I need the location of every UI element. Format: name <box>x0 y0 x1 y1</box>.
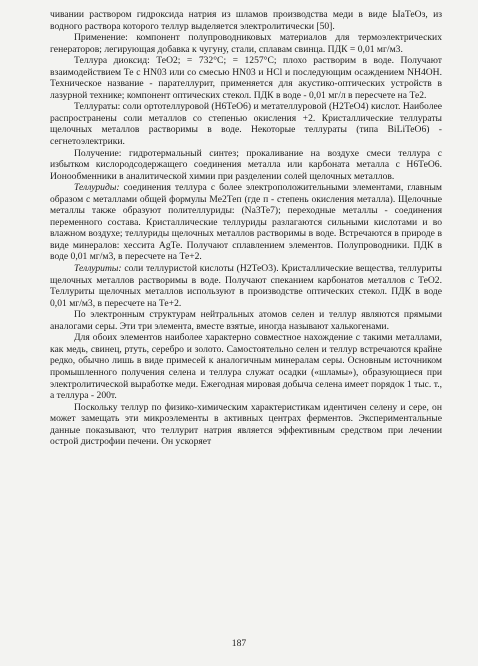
paragraph-tellurates: Теллураты: соли ортотеллуровой (Н6ТеО6) и метателлуровой (Н2ТеО4) кислот. Наиболее распространены соли металлов со степенью окисления +2. Кристаллические теллураты щелочных металлов растворимы в воде. Некоторые теллураты (типа BiLiTeO6) - сегнетоэлектрики. <box>50 101 442 148</box>
page-number: 187 <box>231 638 247 649</box>
paragraph-preparation: Получение: гидротермальный синтез; прокаливание на воздухе смеси теллура с избытком кислородсодержащего соединения металла или карбоната металла с Н6ТеО6. Ионообменники в аналитической химии при разделении солей щелочных металлов. <box>50 147 442 182</box>
body-text <box>50 9 442 448</box>
paragraph-continuation: чивании раствором гидроксида натрия из шламов производства меди в виде ЫаТеОз, из водного раствора которого теллур выделяется электролитически [50]. <box>50 9 442 32</box>
term-tellurides: Теллуриды: <box>74 182 120 194</box>
tellurites-text: соли теллуристой кислоты (Н2ТеО3). Кристаллические вещества, теллуриты щелочных металлов растворимы в воде. Получают спеканием карбонатов металлов с ТеО2. Теллуриты щелочных металлов используют в производстве оптических стекол. ПДК в воде 0,01 мг/м3, в пересчете на Те+2. <box>50 263 442 309</box>
paragraph-tellurium-dioxide: Теллура диоксид: ТеО2; = 732°С; = 1257°С; плохо растворим в воде. Получают взаимодействием Те с HN03 или со смесью HN03 и HCl и последующим осаждением NH4OH. Техническое название - парателлурит, применяется для акустико-оптических устройств в лазурной технике; компонент оптических стекол. ПДК в воде - 0,01 мг/л в пересчете на Те2. <box>50 55 442 101</box>
paragraph-tellurites <box>50 263 442 309</box>
paragraph-tellurides <box>50 182 442 263</box>
paragraph-biology: Поскольку теллур по физико-химическим характеристикам идентичен селену и сере, он может замещать эти микроэлементы в активных центрах ферментов. Экспериментальные данные показывают, что теллурит натрия является эффективным средством при лечении острой дистрофии печени. Он ускоряет <box>50 401 442 448</box>
paragraph-application: Применение: компонент полупроводниковых материалов для термоэлектрических генераторов; легирующая добавка к чугуну, стали, сплавам свинца. ПДК = 0,01 мг/м3. <box>50 32 442 55</box>
paragraph-occurrence: Для обоих элементов наиболее характерно совместное нахождение с такими металлами, как медь, свинец, ртуть, серебро и золото. Самостоятельно селен и теллур встречаются крайне редко, обычно лишь в виде примесей к аналогичным минералам серы. Основным источником промышленного получения селена и теллура служат осадки («шламы»), образующиеся при электролитической выработке меди. Ежегодная мировая добыча селена имеет порядок 1 тыс. т., а теллура - 200т. <box>50 332 442 402</box>
paragraph-chalcogens: По электронным структурам нейтральных атомов селен и теллур являются прямыми аналогами серы. Эти три элемента, вместе взятые, иногда называют халькогенами. <box>50 309 442 332</box>
term-tellurites: Теллуриты: <box>74 263 122 275</box>
tellurides-text: соединения теллура с более электроположительными элементами, главным образом с металлами общей формулы Ме2Теп (где п - степень окисления металла). Щелочные металлы также образуют полителлуриды: (Na3Te7); переходные металлы - соединения переменного состава. Кристаллические теллуриды разлагаются сильными кислотами и во влажном воздухе; теллуриды щелочных металлов растворимы в воде. Встречаются в природе в виде минералов: хессита AgTe. Получают сплавлением элементов. Полупроводники. ПДК в воде 0,01 мг/м3, в пересчете на Те+2. <box>50 182 442 263</box>
